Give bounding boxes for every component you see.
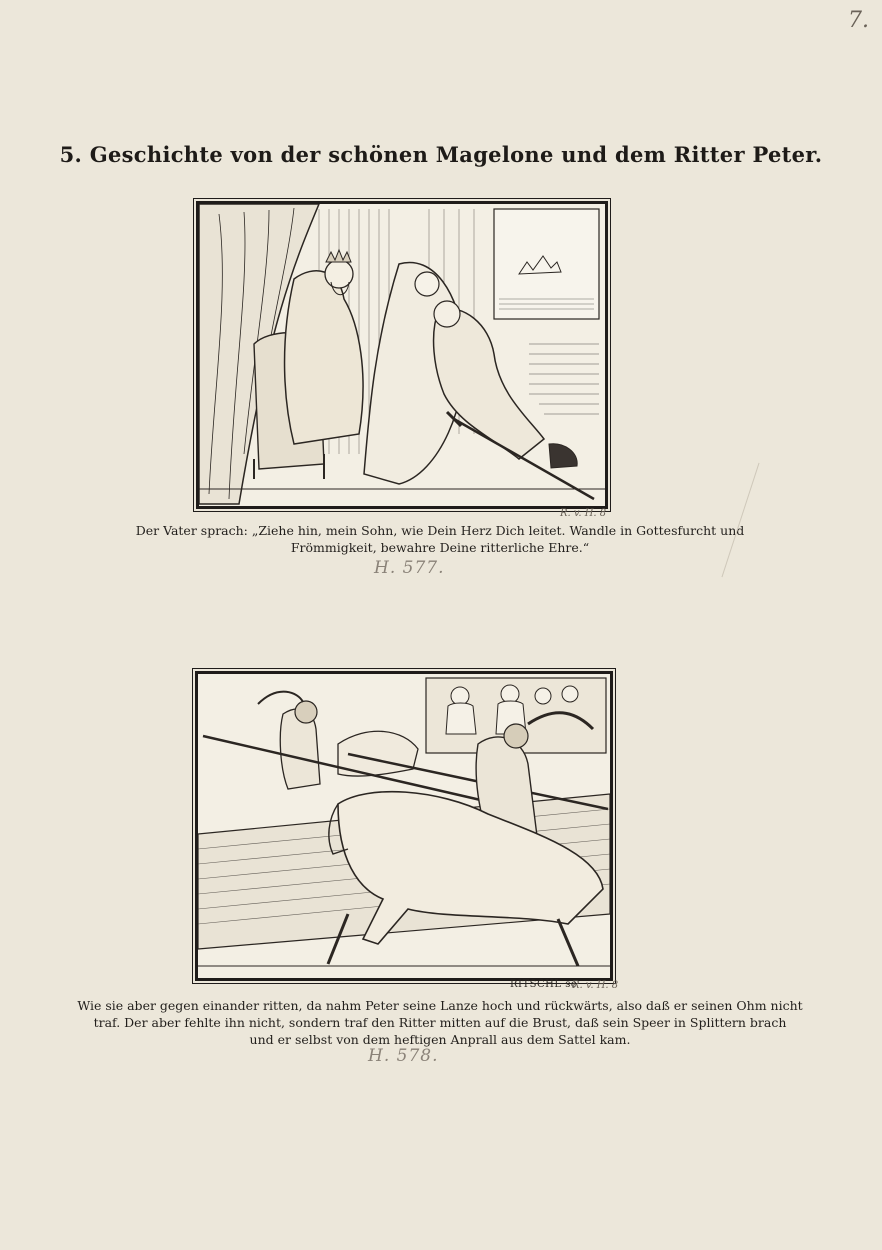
plate-2-caption [40,997,840,1048]
caption-line: Frömmigkeit, bewahre Deine ritterliche Ehre.“ [290,540,590,555]
pencil-stroke [721,463,759,577]
illustration-joust [195,671,613,981]
engraving-scene-1 [199,204,605,506]
plate-2-inventory-note: H. 578. [368,1046,439,1066]
caption-line: traf. Der aber fehlte ihn nicht, sondern traf den Ritter mitten auf die Brust, daß sein Speer in Splittern brach [93,1015,787,1030]
illustration-father-blessing [196,201,608,509]
page-number-mark: 7. [848,8,869,33]
engraving-scene-2 [198,674,610,978]
caption-line: Der Vater sprach: „Ziehe hin, mein Sohn, wie Dein Herz Dich leitet. Wandle in Gottesfurcht und [135,523,745,538]
caption-line: Wie sie aber gegen einander ritten, da nahm Peter seine Lanze hoch und rückwärts, also daß er seinen Ohm nicht [77,998,803,1013]
plate-2-signature: R. v. H. 8 [572,980,619,991]
engraver-credit: RITSCHL sc [510,979,577,990]
page-title: 5. Geschichte von der schönen Magelone und dem Ritter Peter. [59,142,823,167]
plate-1-inventory-note: H. 577. [374,558,445,578]
plate-1-signature: R. v. H. 8 [560,508,607,519]
caption-line: und er selbst von dem heftigen Anprall aus dem Sattel kam. [249,1032,631,1047]
plate-1-caption [80,522,800,556]
